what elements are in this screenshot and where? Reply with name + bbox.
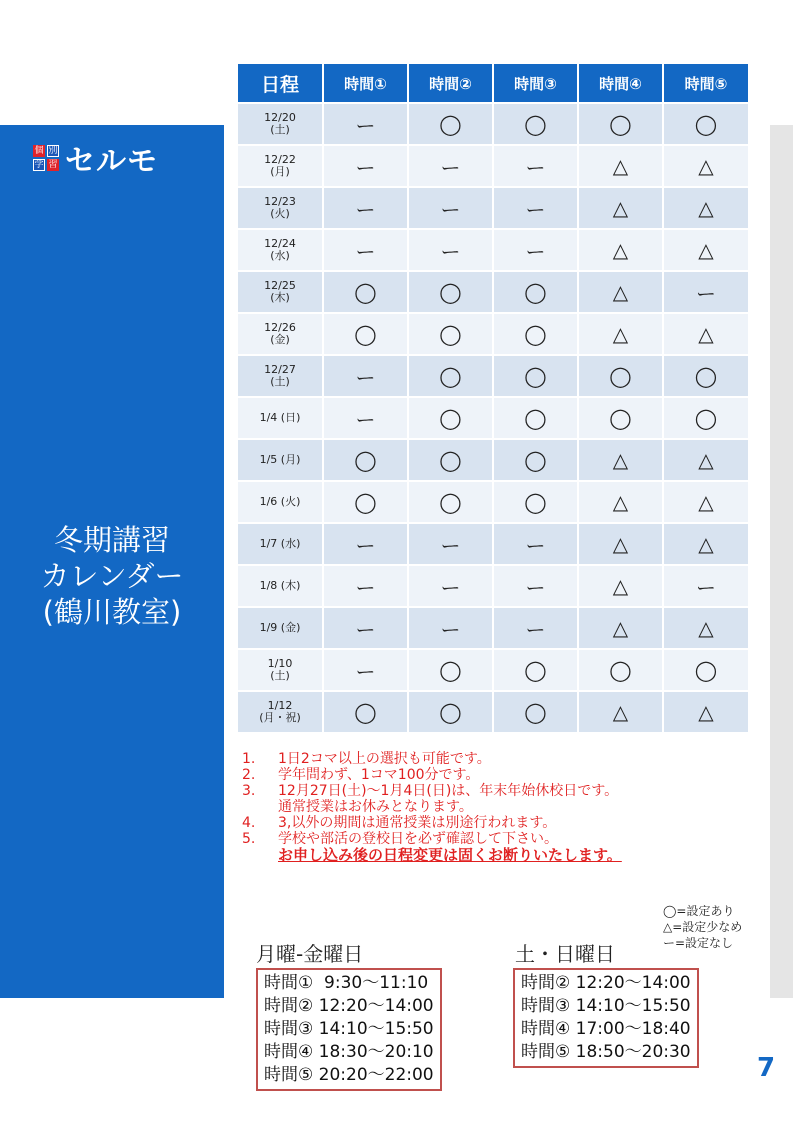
date-cell <box>238 691 323 732</box>
date-line: (月・祝) <box>259 711 301 724</box>
availability-mark: ー <box>323 607 408 649</box>
page-number: 7 <box>757 1053 776 1083</box>
date-line: (火) <box>270 207 290 220</box>
availability-mark: ー <box>493 607 578 649</box>
weekend-schedule-box <box>513 968 699 1068</box>
selmo-logo <box>33 136 158 180</box>
availability-mark: △ <box>663 145 748 187</box>
availability-mark: ー <box>323 565 408 607</box>
availability-mark: ー <box>408 565 493 607</box>
logo-badge <box>33 145 59 171</box>
availability-mark: △ <box>578 271 663 313</box>
logo-char: 学 <box>34 159 44 170</box>
date-line: 12/26 <box>264 321 296 334</box>
availability-mark: ◯ <box>493 103 578 145</box>
availability-mark: ー <box>408 145 493 187</box>
table-row <box>238 649 748 691</box>
availability-mark: ◯ <box>663 103 748 145</box>
availability-mark: △ <box>663 523 748 565</box>
availability-mark: △ <box>663 607 748 649</box>
note-text: 12月27日(土)〜1月4日(日)は、年末年始休校日です。 <box>278 783 619 799</box>
date-line: 1/8 (木) <box>259 579 301 592</box>
table-row <box>238 313 748 355</box>
availability-mark: ◯ <box>408 439 493 481</box>
availability-mark: △ <box>578 481 663 523</box>
note-number: 1. <box>242 751 256 767</box>
date-cell <box>238 355 323 397</box>
availability-mark: △ <box>663 313 748 355</box>
date-line: 12/27 <box>264 363 296 376</box>
date-line: 12/23 <box>264 195 296 208</box>
table-row <box>238 439 748 481</box>
note-text: 学年問わず、1コマ100分です。 <box>278 767 480 783</box>
date-cell <box>238 145 323 187</box>
column-header: 時間① <box>323 64 408 103</box>
note-text: 3,以外の期間は通常授業は別途行われます。 <box>278 815 557 831</box>
availability-mark: △ <box>578 691 663 732</box>
availability-mark: △ <box>663 691 748 732</box>
date-line: 1/9 (金) <box>259 621 301 634</box>
availability-mark: ◯ <box>493 691 578 732</box>
schedule-line: 時間⑤ 20:20〜22:00 <box>264 1065 434 1085</box>
date-cell <box>238 271 323 313</box>
schedule-line: 時間② 12:20〜14:00 <box>264 996 434 1016</box>
schedule-line: 時間④ 18:30〜20:10 <box>264 1042 434 1062</box>
date-line: (土) <box>270 123 290 136</box>
availability-mark: ー <box>408 523 493 565</box>
table-row <box>238 481 748 523</box>
date-line: 1/7 (水) <box>259 537 301 550</box>
note-number: 2. <box>242 767 256 783</box>
logo-wordmark: セルモ <box>65 144 158 179</box>
date-cell <box>238 481 323 523</box>
schedule-line: 時間③ 14:10〜15:50 <box>264 1019 434 1039</box>
note-item <box>242 783 622 799</box>
title-line: (鶴川教室) <box>42 595 182 629</box>
title-line: 冬期講習 <box>53 523 170 557</box>
availability-mark: ◯ <box>323 313 408 355</box>
notes-list <box>242 751 622 863</box>
availability-mark: ー <box>493 187 578 229</box>
date-line: (土) <box>270 669 290 682</box>
availability-mark: ◯ <box>663 355 748 397</box>
availability-mark: △ <box>578 439 663 481</box>
date-line: (月) <box>270 165 290 178</box>
availability-mark: ー <box>663 565 748 607</box>
availability-mark: △ <box>578 523 663 565</box>
availability-mark: ◯ <box>663 649 748 691</box>
date-line: (水) <box>270 249 290 262</box>
weekday-schedule-box <box>256 968 442 1091</box>
schedule-calendar-table <box>238 64 748 732</box>
date-line: (金) <box>270 333 290 346</box>
availability-mark: △ <box>578 565 663 607</box>
right-edge-strip <box>770 125 793 998</box>
legend-item: △=設定少なめ <box>663 920 743 934</box>
schedule-line: 時間⑤ 18:50〜20:30 <box>521 1042 691 1062</box>
legend-item: ◯=設定あり <box>663 904 735 918</box>
table-row <box>238 691 748 732</box>
date-line: 1/6 (火) <box>259 495 301 508</box>
table-row <box>238 229 748 271</box>
availability-mark: ー <box>493 229 578 271</box>
date-line: 12/20 <box>264 111 296 124</box>
date-cell <box>238 523 323 565</box>
availability-mark: ◯ <box>493 439 578 481</box>
availability-mark: ー <box>493 565 578 607</box>
table-row <box>238 355 748 397</box>
schedule-line: 時間② 12:20〜14:00 <box>521 973 691 993</box>
column-header: 日程 <box>238 64 323 103</box>
date-cell <box>238 313 323 355</box>
availability-mark: ◯ <box>663 397 748 439</box>
availability-mark: ◯ <box>408 691 493 732</box>
availability-mark: ー <box>493 523 578 565</box>
note-item <box>242 815 622 831</box>
schedule-line: 時間④ 17:00〜18:40 <box>521 1019 691 1039</box>
availability-mark: ー <box>323 145 408 187</box>
date-line: 1/10 <box>267 657 293 670</box>
date-line: 1/4 (日) <box>259 411 301 424</box>
availability-mark: ー <box>408 607 493 649</box>
table-header-row <box>238 64 748 103</box>
availability-mark: ◯ <box>493 313 578 355</box>
logo-char: 個 <box>34 145 44 156</box>
column-header: 時間④ <box>578 64 663 103</box>
availability-mark: ー <box>323 397 408 439</box>
availability-mark: ー <box>323 355 408 397</box>
date-cell <box>238 187 323 229</box>
availability-mark: ◯ <box>493 397 578 439</box>
note-number: 5. <box>242 831 256 847</box>
availability-mark: ◯ <box>493 355 578 397</box>
date-line: (木) <box>270 291 290 304</box>
cancellation-warning: お申し込み後の日程変更は固くお断りいたします。 <box>278 846 622 864</box>
note-item <box>242 767 622 783</box>
note-item <box>242 831 622 847</box>
date-cell <box>238 607 323 649</box>
availability-mark: ◯ <box>408 397 493 439</box>
table-row <box>238 271 748 313</box>
date-cell <box>238 397 323 439</box>
availability-mark: ー <box>408 229 493 271</box>
availability-mark: △ <box>663 439 748 481</box>
availability-mark: ー <box>323 649 408 691</box>
availability-mark: △ <box>578 145 663 187</box>
symbol-legend <box>663 903 742 951</box>
availability-mark: ◯ <box>408 481 493 523</box>
availability-mark: △ <box>663 187 748 229</box>
availability-mark: △ <box>578 313 663 355</box>
availability-mark: △ <box>578 187 663 229</box>
logo-char: 習 <box>48 159 58 170</box>
availability-mark: ◯ <box>578 397 663 439</box>
schedule-line: 時間③ 14:10〜15:50 <box>521 996 691 1016</box>
availability-mark: ◯ <box>408 355 493 397</box>
availability-mark: ◯ <box>323 691 408 732</box>
schedule-line: 時間① 9:30〜11:10 <box>264 973 429 993</box>
availability-mark: △ <box>578 229 663 271</box>
availability-mark: △ <box>663 229 748 271</box>
availability-mark: ◯ <box>493 271 578 313</box>
date-cell <box>238 565 323 607</box>
column-header: 時間⑤ <box>663 64 748 103</box>
weekend-schedule-title: 土・日曜日 <box>515 942 615 966</box>
availability-mark: ー <box>323 523 408 565</box>
availability-mark: ー <box>323 187 408 229</box>
date-cell <box>238 103 323 145</box>
availability-mark: ◯ <box>493 649 578 691</box>
note-continuation: 通常授業はお休みとなります。 <box>278 799 473 815</box>
column-header: 時間③ <box>493 64 578 103</box>
availability-mark: ◯ <box>408 649 493 691</box>
table-row <box>238 523 748 565</box>
date-line: 12/24 <box>264 237 296 250</box>
note-text: 1日2コマ以上の選択も可能です。 <box>278 751 491 767</box>
availability-mark: ◯ <box>408 103 493 145</box>
availability-mark: ◯ <box>323 439 408 481</box>
column-header: 時間② <box>408 64 493 103</box>
availability-mark: ◯ <box>578 355 663 397</box>
table-row <box>238 103 748 145</box>
date-line: (土) <box>270 375 290 388</box>
availability-mark: ◯ <box>408 313 493 355</box>
weekday-schedule-title: 月曜-金曜日 <box>256 942 364 966</box>
note-number: 3. <box>242 783 256 799</box>
date-cell <box>238 649 323 691</box>
legend-item: ー=設定なし <box>663 936 734 950</box>
date-line: 1/12 <box>267 699 293 712</box>
availability-mark: △ <box>578 607 663 649</box>
page-title <box>0 522 224 630</box>
date-cell <box>238 439 323 481</box>
table-row <box>238 145 748 187</box>
table-row <box>238 607 748 649</box>
note-text: 学校や部活の登校日を必ず確認して下さい。 <box>278 831 558 847</box>
availability-mark: ◯ <box>323 271 408 313</box>
title-line: カレンダー <box>40 559 184 593</box>
note-number: 4. <box>242 815 256 831</box>
date-line: 12/25 <box>264 279 296 292</box>
table-row <box>238 565 748 607</box>
availability-mark: ー <box>663 271 748 313</box>
availability-mark: ◯ <box>493 481 578 523</box>
note-item <box>242 751 622 767</box>
availability-mark: ー <box>493 145 578 187</box>
availability-mark: ◯ <box>578 649 663 691</box>
availability-mark: ◯ <box>408 271 493 313</box>
date-line: 1/5 (月) <box>259 453 301 466</box>
table-row <box>238 397 748 439</box>
availability-mark: ◯ <box>323 481 408 523</box>
availability-mark: ー <box>408 187 493 229</box>
date-line: 12/22 <box>264 153 296 166</box>
logo-char: 別 <box>48 145 58 156</box>
availability-mark: ◯ <box>578 103 663 145</box>
availability-mark: ー <box>323 229 408 271</box>
date-cell <box>238 229 323 271</box>
availability-mark: △ <box>663 481 748 523</box>
table-row <box>238 187 748 229</box>
availability-mark: ー <box>323 103 408 145</box>
